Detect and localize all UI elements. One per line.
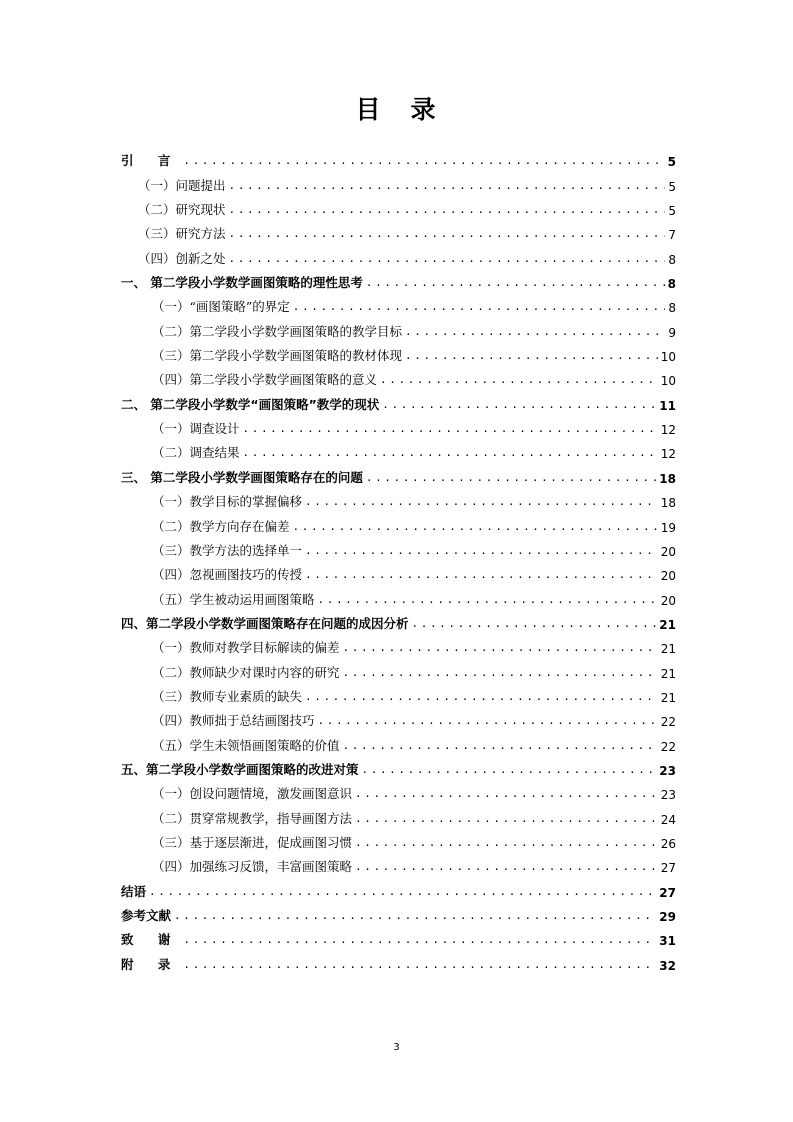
toc-dot-leader	[149, 886, 656, 897]
toc-entry-label: 引 言	[121, 153, 181, 169]
toc-entry[interactable]	[121, 218, 676, 242]
toc-entry-page: 12	[660, 447, 676, 462]
toc-entry-page: 11	[659, 398, 676, 413]
toc-dot-leader	[405, 350, 658, 361]
toc-entry-label: 结语	[121, 883, 147, 899]
toc-entry-label: 四、第二学段小学数学画图策略存在问题的成因分析	[121, 615, 409, 631]
toc-entry-page: 8	[668, 252, 676, 267]
toc-entry[interactable]	[121, 535, 676, 559]
toc-entry[interactable]	[121, 729, 676, 753]
page-title-part2: 录	[410, 95, 438, 124]
toc-dot-leader	[229, 228, 666, 239]
toc-dot-leader	[343, 667, 658, 678]
page-title	[0, 90, 793, 126]
toc-entry-label: （四）教师拙于总结画图技巧	[152, 713, 315, 729]
toc-dot-leader	[343, 740, 658, 751]
toc-entry-page: 21	[660, 666, 676, 681]
toc-entry-label: （五）学生被动运用画图策略	[152, 591, 315, 607]
toc-entry[interactable]	[121, 924, 676, 948]
toc-entry-page: 21	[660, 690, 676, 705]
toc-entry-page: 23	[659, 763, 676, 778]
toc-entry-label: （一）问题提出	[138, 177, 226, 193]
toc-dot-leader	[382, 399, 656, 410]
toc-entry-page: 20	[660, 593, 676, 608]
toc-entry-label: 三、 第二学段小学数学画图策略存在的问题	[121, 469, 363, 485]
toc-dot-leader	[229, 253, 666, 264]
toc-dot-leader	[366, 277, 665, 288]
toc-dot-leader	[355, 837, 658, 848]
toc-dot-leader	[318, 715, 658, 726]
toc-entry-page: 8	[668, 301, 676, 316]
toc-entry-label: （一）创设问题情境，激发画图意识	[152, 786, 353, 802]
toc-entry-page: 32	[659, 958, 676, 973]
toc-entry[interactable]	[121, 754, 676, 778]
toc-entry-page: 22	[660, 739, 676, 754]
toc-entry-page: 18	[659, 471, 676, 486]
toc-entry-page: 21	[660, 642, 676, 657]
toc-entry-label: （三）教师专业素质的缺失	[152, 688, 303, 704]
toc-entry-page: 21	[659, 617, 676, 632]
toc-entry-label: （二）贯穿常规教学，指导画图方法	[152, 810, 353, 826]
toc-dot-leader	[293, 301, 666, 312]
toc-entry-label: （三）研究方法	[138, 226, 226, 242]
toc-entry-page: 5	[668, 179, 676, 194]
toc-entry-label: （三）基于逐层渐进，促成画图习惯	[152, 834, 353, 850]
toc-entry[interactable]	[121, 388, 676, 412]
toc-entry[interactable]	[121, 802, 676, 826]
toc-entry-page: 20	[660, 569, 676, 584]
toc-dot-leader	[355, 788, 658, 799]
toc-entry[interactable]	[121, 656, 676, 680]
toc-entry-label: （四）忽视画图技巧的传授	[152, 567, 303, 583]
toc-entry[interactable]	[121, 583, 676, 607]
toc-entry[interactable]	[121, 315, 676, 339]
toc-entry-label: （四）加强练习反馈，丰富画图策略	[152, 859, 353, 875]
toc-entry-label: （二）研究现状	[138, 202, 226, 218]
toc-entry[interactable]	[121, 632, 676, 656]
toc-entry[interactable]	[121, 413, 676, 437]
toc-entry-label: 参考文献	[121, 908, 172, 923]
toc-entry[interactable]	[121, 145, 676, 169]
toc-entry-label: （五）学生未领悟画图策略的价值	[152, 737, 340, 753]
toc-entry-page: 5	[667, 155, 676, 170]
page-number: 3	[393, 1042, 400, 1053]
toc-entry[interactable]	[121, 364, 676, 388]
toc-dot-leader	[305, 496, 658, 507]
toc-entry-page: 10	[660, 374, 676, 389]
toc-entry[interactable]	[121, 510, 676, 534]
toc-dot-leader	[380, 374, 658, 385]
toc-dot-leader	[305, 691, 658, 702]
toc-dot-leader	[405, 326, 665, 337]
toc-dot-leader	[343, 642, 658, 653]
toc-entry[interactable]	[121, 267, 676, 291]
toc-dot-leader	[243, 423, 658, 434]
toc-entry-page: 5	[668, 204, 676, 219]
toc-entry-page: 22	[660, 715, 676, 730]
toc-dot-leader	[183, 934, 656, 945]
toc-dot-leader	[174, 910, 656, 921]
toc-entry-page: 18	[660, 496, 676, 511]
toc-entry[interactable]	[121, 948, 676, 972]
toc-entry-label: （一）“画图策略”的界定	[152, 299, 290, 315]
toc-entry-label: （一）教学目标的掌握偏移	[152, 494, 303, 510]
page-title-part1: 目	[355, 95, 383, 124]
toc-entry[interactable]	[121, 559, 676, 583]
toc-dot-leader	[355, 861, 658, 872]
toc-dot-leader	[412, 618, 657, 629]
toc-entry[interactable]	[121, 900, 676, 924]
toc-entry-label: 附 录	[121, 956, 181, 972]
toc-entry[interactable]	[121, 681, 676, 705]
toc-entry[interactable]	[121, 875, 676, 899]
toc-entry-page: 23	[660, 788, 676, 803]
toc-entry[interactable]	[121, 461, 676, 485]
toc-entry[interactable]	[121, 169, 676, 193]
toc-entry-page: 12	[660, 423, 676, 438]
toc-entry-page: 10	[660, 350, 676, 365]
toc-entry-page: 19	[660, 520, 676, 535]
toc-entry[interactable]	[121, 194, 676, 218]
toc-entry[interactable]	[121, 291, 676, 315]
toc-entry-label: （四）创新之处	[138, 250, 226, 266]
toc-entry-page: 31	[659, 934, 676, 949]
toc-entry[interactable]	[121, 778, 676, 802]
toc-dot-leader	[362, 764, 657, 775]
toc-entry[interactable]	[121, 608, 676, 632]
toc-entry-page: 29	[659, 910, 676, 924]
toc-entry-label: （二）调查结果	[152, 445, 240, 461]
toc-entry-label: 一、 第二学段小学数学画图策略的理性思考	[121, 275, 363, 291]
toc-dot-leader	[183, 959, 656, 970]
toc-entry-label: （二）教学方向存在偏差	[152, 518, 290, 534]
toc-entry[interactable]	[121, 851, 676, 875]
toc-dot-leader	[366, 472, 656, 483]
table-of-contents	[121, 145, 676, 973]
toc-entry-page: 8	[667, 277, 676, 292]
toc-entry[interactable]	[121, 486, 676, 510]
toc-dot-leader	[305, 569, 658, 580]
toc-entry[interactable]	[121, 437, 676, 461]
toc-entry[interactable]	[121, 340, 676, 364]
toc-dot-leader	[183, 155, 664, 166]
toc-entry[interactable]	[121, 827, 676, 851]
toc-entry-label: （三）教学方法的选择单一	[152, 542, 303, 558]
toc-dot-leader	[293, 521, 658, 532]
toc-entry-label: 五、第二学段小学数学画图策略的改进对策	[121, 761, 359, 777]
toc-entry-page: 7	[668, 228, 676, 243]
toc-entry[interactable]	[121, 705, 676, 729]
toc-entry-page: 26	[660, 836, 676, 851]
toc-entry[interactable]	[121, 242, 676, 266]
toc-entry-page: 27	[660, 861, 676, 876]
toc-entry-label: （一）教师对教学目标解读的偏差	[152, 640, 340, 656]
toc-entry-page: 9	[668, 325, 676, 340]
toc-entry-label: 致 谢	[121, 932, 181, 948]
toc-entry-page: 20	[660, 544, 676, 559]
toc-dot-leader	[355, 813, 658, 824]
toc-entry-label: （一）调查设计	[152, 421, 240, 437]
toc-dot-leader	[229, 204, 666, 215]
toc-dot-leader	[305, 545, 658, 556]
toc-entry-label: （二）第二学段小学数学画图策略的教学目标	[152, 323, 403, 339]
toc-entry-label: 二、 第二学段小学数学“画图策略”教学的现状	[121, 396, 380, 412]
toc-entry-label: （三）第二学段小学数学画图策略的教材体现	[152, 348, 403, 364]
toc-dot-leader	[318, 594, 658, 605]
toc-entry-page: 27	[659, 885, 676, 900]
toc-dot-leader	[243, 447, 658, 458]
toc-entry-page: 24	[660, 812, 676, 827]
toc-entry-label: （二）教师缺少对课时内容的研究	[152, 664, 340, 680]
toc-dot-leader	[229, 180, 666, 191]
toc-entry-label: （四）第二学段小学数学画图策略的意义	[152, 372, 378, 388]
